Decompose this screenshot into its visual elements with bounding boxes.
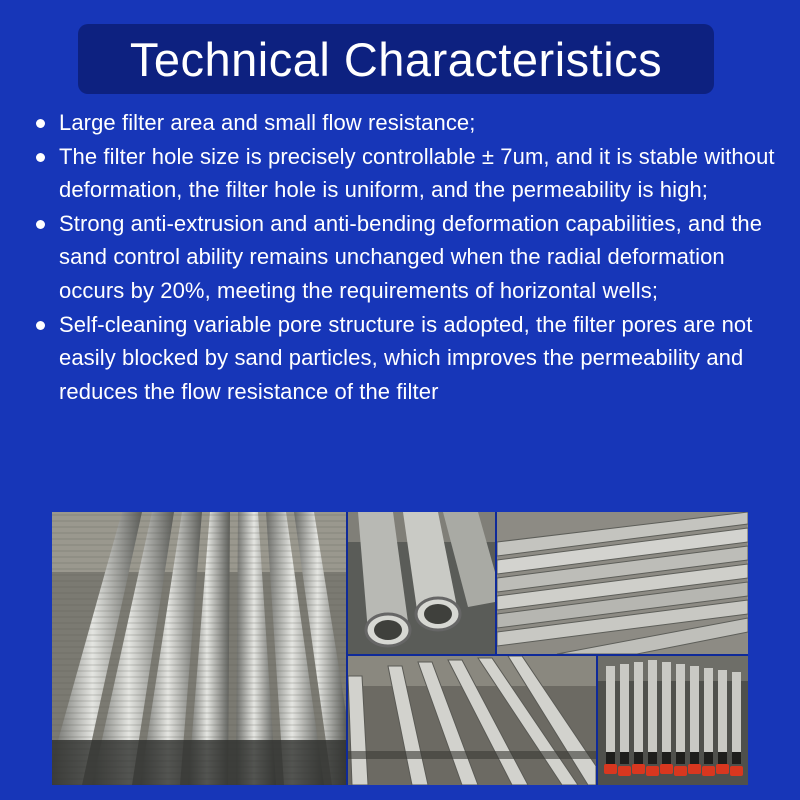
- feature-text: The filter hole size is precisely controllable ± 7um, and it is stable without deformation, the filter hole is uniform, and the permeability is high;: [59, 143, 775, 203]
- photo-pipe-pile: [497, 512, 748, 654]
- bullet-icon: [36, 119, 45, 128]
- feature-item: [36, 207, 776, 308]
- bullet-icon: [36, 153, 45, 162]
- feature-list: [36, 106, 776, 408]
- photo-pipes-on-racks: [348, 656, 596, 785]
- feature-text: Self-cleaning variable pore structure is adopted, the filter pores are not easily blocked by sand particles, which improves the permeability and reduces the flow resistance of the filter: [59, 311, 753, 404]
- page-title: Technical Characteristics: [129, 32, 663, 86]
- feature-item: [36, 106, 776, 140]
- feature-text: Strong anti-extrusion and anti-bending deformation capabilities, and the sand control ability remains unchanged when the radial deformation occurs by 20%, meeting the requirements of horizontal wells;: [59, 210, 763, 303]
- product-photo-collage: [52, 512, 748, 785]
- feature-text: Large filter area and small flow resistance;: [59, 110, 476, 135]
- photo-pipe-ends: [348, 512, 495, 654]
- photo-stacked-pipes-closeup: [52, 512, 346, 785]
- title-banner: [78, 24, 714, 94]
- bullet-icon: [36, 220, 45, 229]
- feature-item: [36, 308, 776, 409]
- feature-item: [36, 140, 776, 207]
- bullet-icon: [36, 321, 45, 330]
- photo-pipes-with-red-caps: [598, 656, 748, 785]
